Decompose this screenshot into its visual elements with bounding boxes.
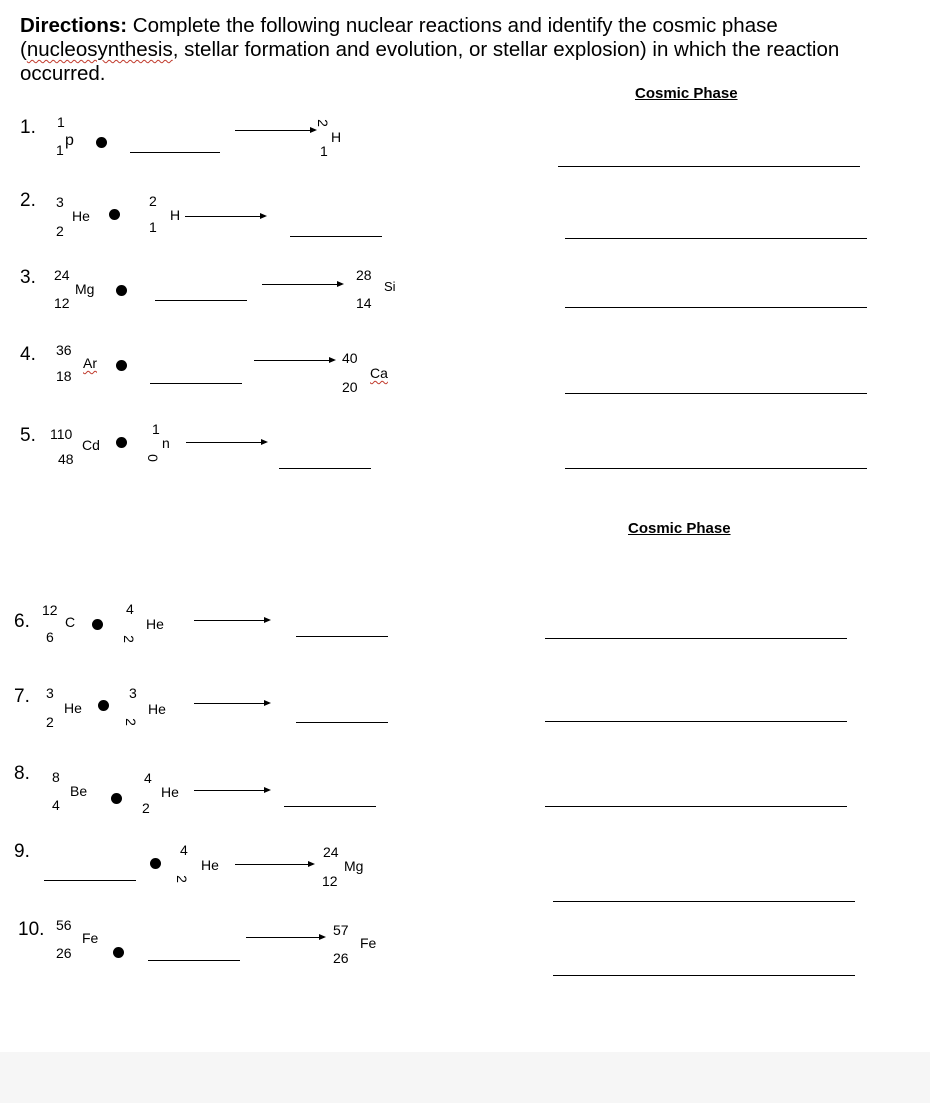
q8-product-blank[interactable]: [284, 806, 376, 807]
q10-number: 10.: [18, 919, 45, 940]
q1-reactant-mass: 1: [57, 114, 65, 130]
q7-phase-blank[interactable]: [545, 721, 847, 722]
q10-reactant-atomic: 26: [56, 945, 72, 961]
q8-arrow: [194, 790, 269, 791]
q6-number: 6.: [14, 611, 30, 632]
q10-reactant-mass: 56: [56, 917, 72, 933]
q2-reactant-a-mass: 3: [56, 194, 64, 210]
q4-number: 4.: [20, 344, 36, 365]
q2-plus-dot: [109, 209, 120, 220]
q7-reactant-a-atomic: 2: [46, 714, 54, 730]
q4-reactant-mass: 36: [56, 342, 72, 358]
q3-arrow: [262, 284, 342, 285]
nucleosynthesis-word: nucleosynthesis: [26, 38, 173, 61]
q3-reactant-blank[interactable]: [155, 300, 247, 301]
q3-product-atomic: 14: [356, 295, 372, 311]
q10-arrow: [246, 937, 324, 938]
q4-reactant-blank[interactable]: [150, 383, 242, 384]
q7-plus-dot: [98, 700, 109, 711]
q1-reactant-symbol: p: [65, 132, 74, 149]
q8-reactant-b-symbol: He: [161, 784, 179, 800]
q6-plus-dot: [92, 619, 103, 630]
q7-reactant-b-symbol: He: [148, 701, 166, 717]
q4-product-atomic: 20: [342, 379, 358, 395]
q9-number: 9.: [14, 841, 30, 862]
q6-reactant-a-atomic: 6: [46, 629, 54, 645]
q10-reactant-symbol: Fe: [82, 930, 99, 946]
q4-product-symbol: Ca: [370, 365, 388, 381]
q1-arrow: [235, 130, 315, 131]
q9-arrow: [235, 864, 313, 865]
q1-phase-blank[interactable]: [558, 166, 860, 167]
q5-product-blank[interactable]: [279, 468, 371, 469]
directions-text: [20, 14, 900, 86]
q4-reactant-symbol: Ar: [83, 355, 97, 371]
q2-reactant-b-symbol: H: [170, 207, 181, 223]
q2-phase-blank[interactable]: [565, 238, 867, 239]
q1-product-symbol: H: [331, 129, 342, 145]
q8-reactant-a-atomic: 4: [52, 797, 60, 813]
q1-reactant-blank[interactable]: [130, 152, 220, 153]
q4-plus-dot: [116, 360, 127, 371]
q5-arrow: [186, 442, 266, 443]
q9-plus-dot: [150, 858, 161, 869]
q10-product-atomic: 26: [333, 950, 349, 966]
q5-number: 5.: [20, 425, 36, 446]
q3-reactant-mass: 24: [54, 267, 70, 283]
q3-number: 3.: [20, 267, 36, 288]
q6-reactant-b-mass: 4: [126, 601, 134, 617]
q7-reactant-a-mass: 3: [46, 685, 54, 701]
q10-reactant-blank[interactable]: [148, 960, 240, 961]
q3-plus-dot: [116, 285, 127, 296]
q8-phase-blank[interactable]: [545, 806, 847, 807]
q4-reactant-atomic: 18: [56, 368, 72, 384]
q10-phase-blank[interactable]: [553, 975, 855, 976]
directions-text-a: Complete the following nuclear reactions and identify the cosmic phase (: [20, 14, 778, 61]
q5-reactant-b-mass: 1: [152, 421, 160, 437]
q6-phase-blank[interactable]: [545, 638, 847, 639]
q5-reactant-b-symbol: n: [162, 435, 170, 451]
q9-product-atomic: 12: [322, 873, 338, 889]
q1-number: 1.: [20, 117, 36, 138]
q9-reactant-b-mass: 4: [180, 842, 188, 858]
q1-product-mass: 2: [314, 119, 331, 127]
q7-reactant-b-atomic: 2: [122, 718, 139, 726]
q2-reactant-a-atomic: 2: [56, 223, 64, 239]
q9-reactant-b-atomic: 2: [173, 875, 190, 883]
q4-phase-blank[interactable]: [565, 393, 867, 394]
q2-reactant-a-symbol: He: [72, 208, 90, 224]
q5-reactant-a-mass: 110: [50, 426, 73, 442]
cosmic-phase-header-1: Cosmic Phase: [635, 85, 738, 102]
q9-reactant-blank[interactable]: [44, 880, 136, 881]
q8-number: 8.: [14, 763, 30, 784]
q6-arrow: [194, 620, 269, 621]
q2-arrow: [185, 216, 265, 217]
q9-phase-blank[interactable]: [553, 901, 855, 902]
cosmic-phase-header-2: Cosmic Phase: [628, 520, 731, 537]
q8-reactant-a-symbol: Be: [70, 783, 88, 799]
q7-number: 7.: [14, 686, 30, 707]
q9-product-mass: 24: [323, 844, 339, 860]
q5-reactant-a-symbol: Cd: [82, 437, 100, 453]
q8-reactant-b-atomic: 2: [142, 800, 150, 816]
q4-product-mass: 40: [342, 350, 358, 366]
q3-product-mass: 28: [356, 267, 372, 283]
q10-plus-dot: [113, 947, 124, 958]
q8-plus-dot: [111, 793, 122, 804]
q7-reactant-a-symbol: He: [64, 700, 82, 716]
directions-label: Directions:: [20, 14, 128, 37]
q9-reactant-b-symbol: He: [201, 857, 219, 873]
q5-reactant-b-atomic: 0: [144, 454, 161, 462]
q1-reactant-atomic: 1: [56, 142, 64, 158]
q2-reactant-b-atomic: 1: [149, 219, 157, 235]
q6-reactant-a-mass: 12: [42, 602, 58, 618]
q9-product-symbol: Mg: [344, 858, 364, 874]
q7-product-blank[interactable]: [296, 722, 388, 723]
q6-reactant-b-symbol: He: [146, 616, 164, 632]
q2-number: 2.: [20, 190, 36, 211]
q7-arrow: [194, 703, 269, 704]
q3-product-symbol: Si: [384, 279, 396, 294]
q10-product-mass: 57: [333, 922, 349, 938]
q6-reactant-a-symbol: C: [65, 614, 76, 630]
q3-reactant-atomic: 12: [54, 295, 70, 311]
q5-reactant-a-atomic: 48: [58, 451, 74, 467]
q5-plus-dot: [116, 437, 127, 448]
directions-text-b: , stellar formation and evolution, or stellar explosion) in which the reaction occurred.: [20, 38, 840, 85]
q7-reactant-b-mass: 3: [129, 685, 137, 701]
q3-phase-blank[interactable]: [565, 307, 867, 308]
page-footer-band: [0, 1052, 930, 1103]
q5-phase-blank[interactable]: [565, 468, 867, 469]
q6-product-blank[interactable]: [296, 636, 388, 637]
q8-reactant-b-mass: 4: [144, 770, 152, 786]
q6-reactant-b-atomic: 2: [120, 635, 137, 643]
q2-product-blank[interactable]: [290, 236, 382, 237]
q1-plus-dot: [96, 137, 107, 148]
q8-reactant-a-mass: 8: [52, 769, 60, 785]
q4-arrow: [254, 360, 334, 361]
q3-reactant-symbol: Mg: [75, 281, 95, 297]
q10-product-symbol: Fe: [360, 935, 377, 951]
q2-reactant-b-mass: 2: [149, 193, 157, 209]
q1-product-atomic: 1: [320, 143, 328, 159]
